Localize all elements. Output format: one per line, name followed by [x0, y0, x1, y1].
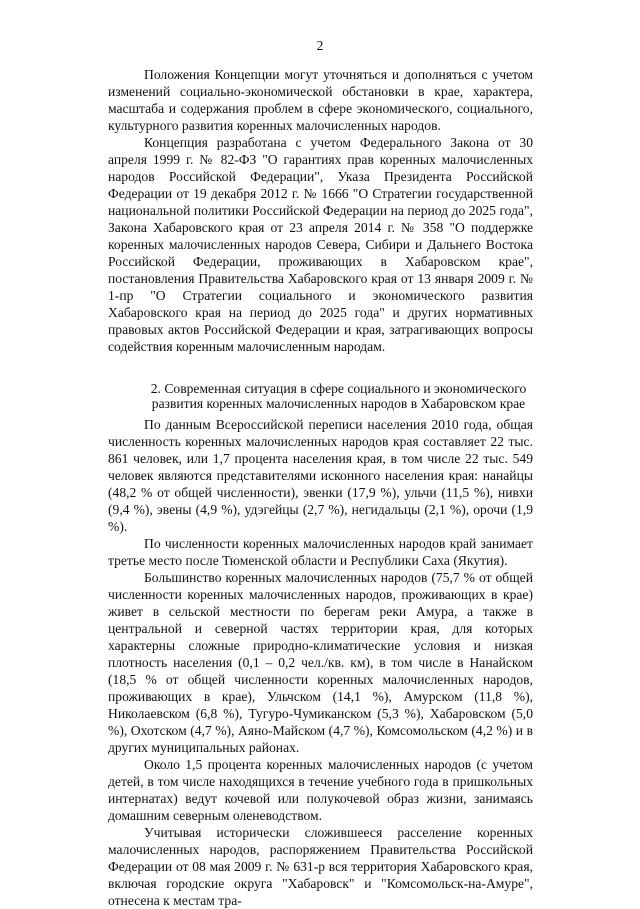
section-heading: 2. Современная ситуация в сфере социального и экономического развития коренных малочисленных народов в Хабаровском крае [150, 381, 527, 411]
paragraph-nomadic-lifestyle: Около 1,5 процента коренных малочисленных народов (с учетом детей, в том числе находящихся в течение учебного года в пришкольных интернатах) ведут кочевой или полукочевой образ жизни, занимаясь домашним северным оленеводством. [108, 757, 533, 823]
page-number: 2 [316, 38, 324, 53]
paragraph-traditional-territory: Учитывая исторически сложившееся расселение коренных малочисленных народов, распоряжением Правительства Российской Федерации от 08 мая 2009 г. № 631-р вся территория Хабаровского края, включая городские округа "Хабаровск" и "Комсомольск-на-Амуре", отнесена к местам тра- [108, 825, 533, 908]
paragraph-census-data: По данным Всероссийской переписи населения 2010 года, общая численность коренных малочисленных народов края составляет 22 тыс. 861 человек, или 1,7 процента населения края, в том числе 22 тыс. 549 человек являются представителями исконного населения края: нанайцы (48,2 % от общей численности), эвенки (17,9 %), ульчи (11,5 %), нивхи (9,4 %), эвены (4,9 %), удэгейцы (2,7 %), негидальцы (2,1 %), орочи (1,9 %). [108, 417, 533, 534]
paragraph-population-rank: По численности коренных малочисленных народов край занимает третье место после Тюменской области и Республики Саха (Якутия). [108, 536, 533, 568]
document-body [108, 66, 533, 909]
paragraph-concept-updates: Положения Концепции могут уточняться и дополняться с учетом изменений социально-экономической обстановки в крае, характера, масштаба и содержания проблем в сфере экономического, социального, культурного развития коренных малочисленных народов. [108, 67, 533, 133]
paragraph-settlement-districts: Большинство коренных малочисленных народов (75,7 % от общей численности коренных малочисленных народов, проживающих в крае) живет в сельской местности по берегам реки Амура, а также в центральной и северной частях территории края, для которых характерны сложные природно-климатические условия и низкая плотность населения (0,1 – 0,2 чел./кв. км), в том числе в Нанайском (18,5 % от общей численности коренных малочисленных народов, проживающих в крае), Ульчском (14,1 %), Амурском (11,8 %), Николаевском (6,8 %), Тугуро-Чумиканском (5,3 %), Хабаровском (5,0 %), Охотском (4,7 %), Аяно-Майском (4,7 %), Комсомольском (4,2 %) и в других муниципальных районах. [108, 570, 533, 755]
paragraph-legal-basis: Концепция разработана с учетом Федерального Закона от 30 апреля 1999 г. № 82-ФЗ "О гарантиях прав коренных малочисленных народов Российской Федерации", Указа Президента Российской Федерации от 19 декабря 2012 г. № 1666 "О Стратегии государственной национальной политики Российской Федерации на период до 2025 года", Закона Хабаровского края от 23 апреля 2014 г. № 358 "О поддержке коренных малочисленных народов Севера, Сибири и Дальнего Востока Российской Федерации, проживающих в Хабаровском крае", постановления Правительства Хабаровского края от 13 января 2009 г. № 1-пр "О Стратегии социального и экономического развития Хабаровского края на период до 2025 года" и других нормативных правовых актов Российской Федерации и края, затрагивающих вопросы содействия коренным малочисленным народам. [108, 135, 533, 354]
